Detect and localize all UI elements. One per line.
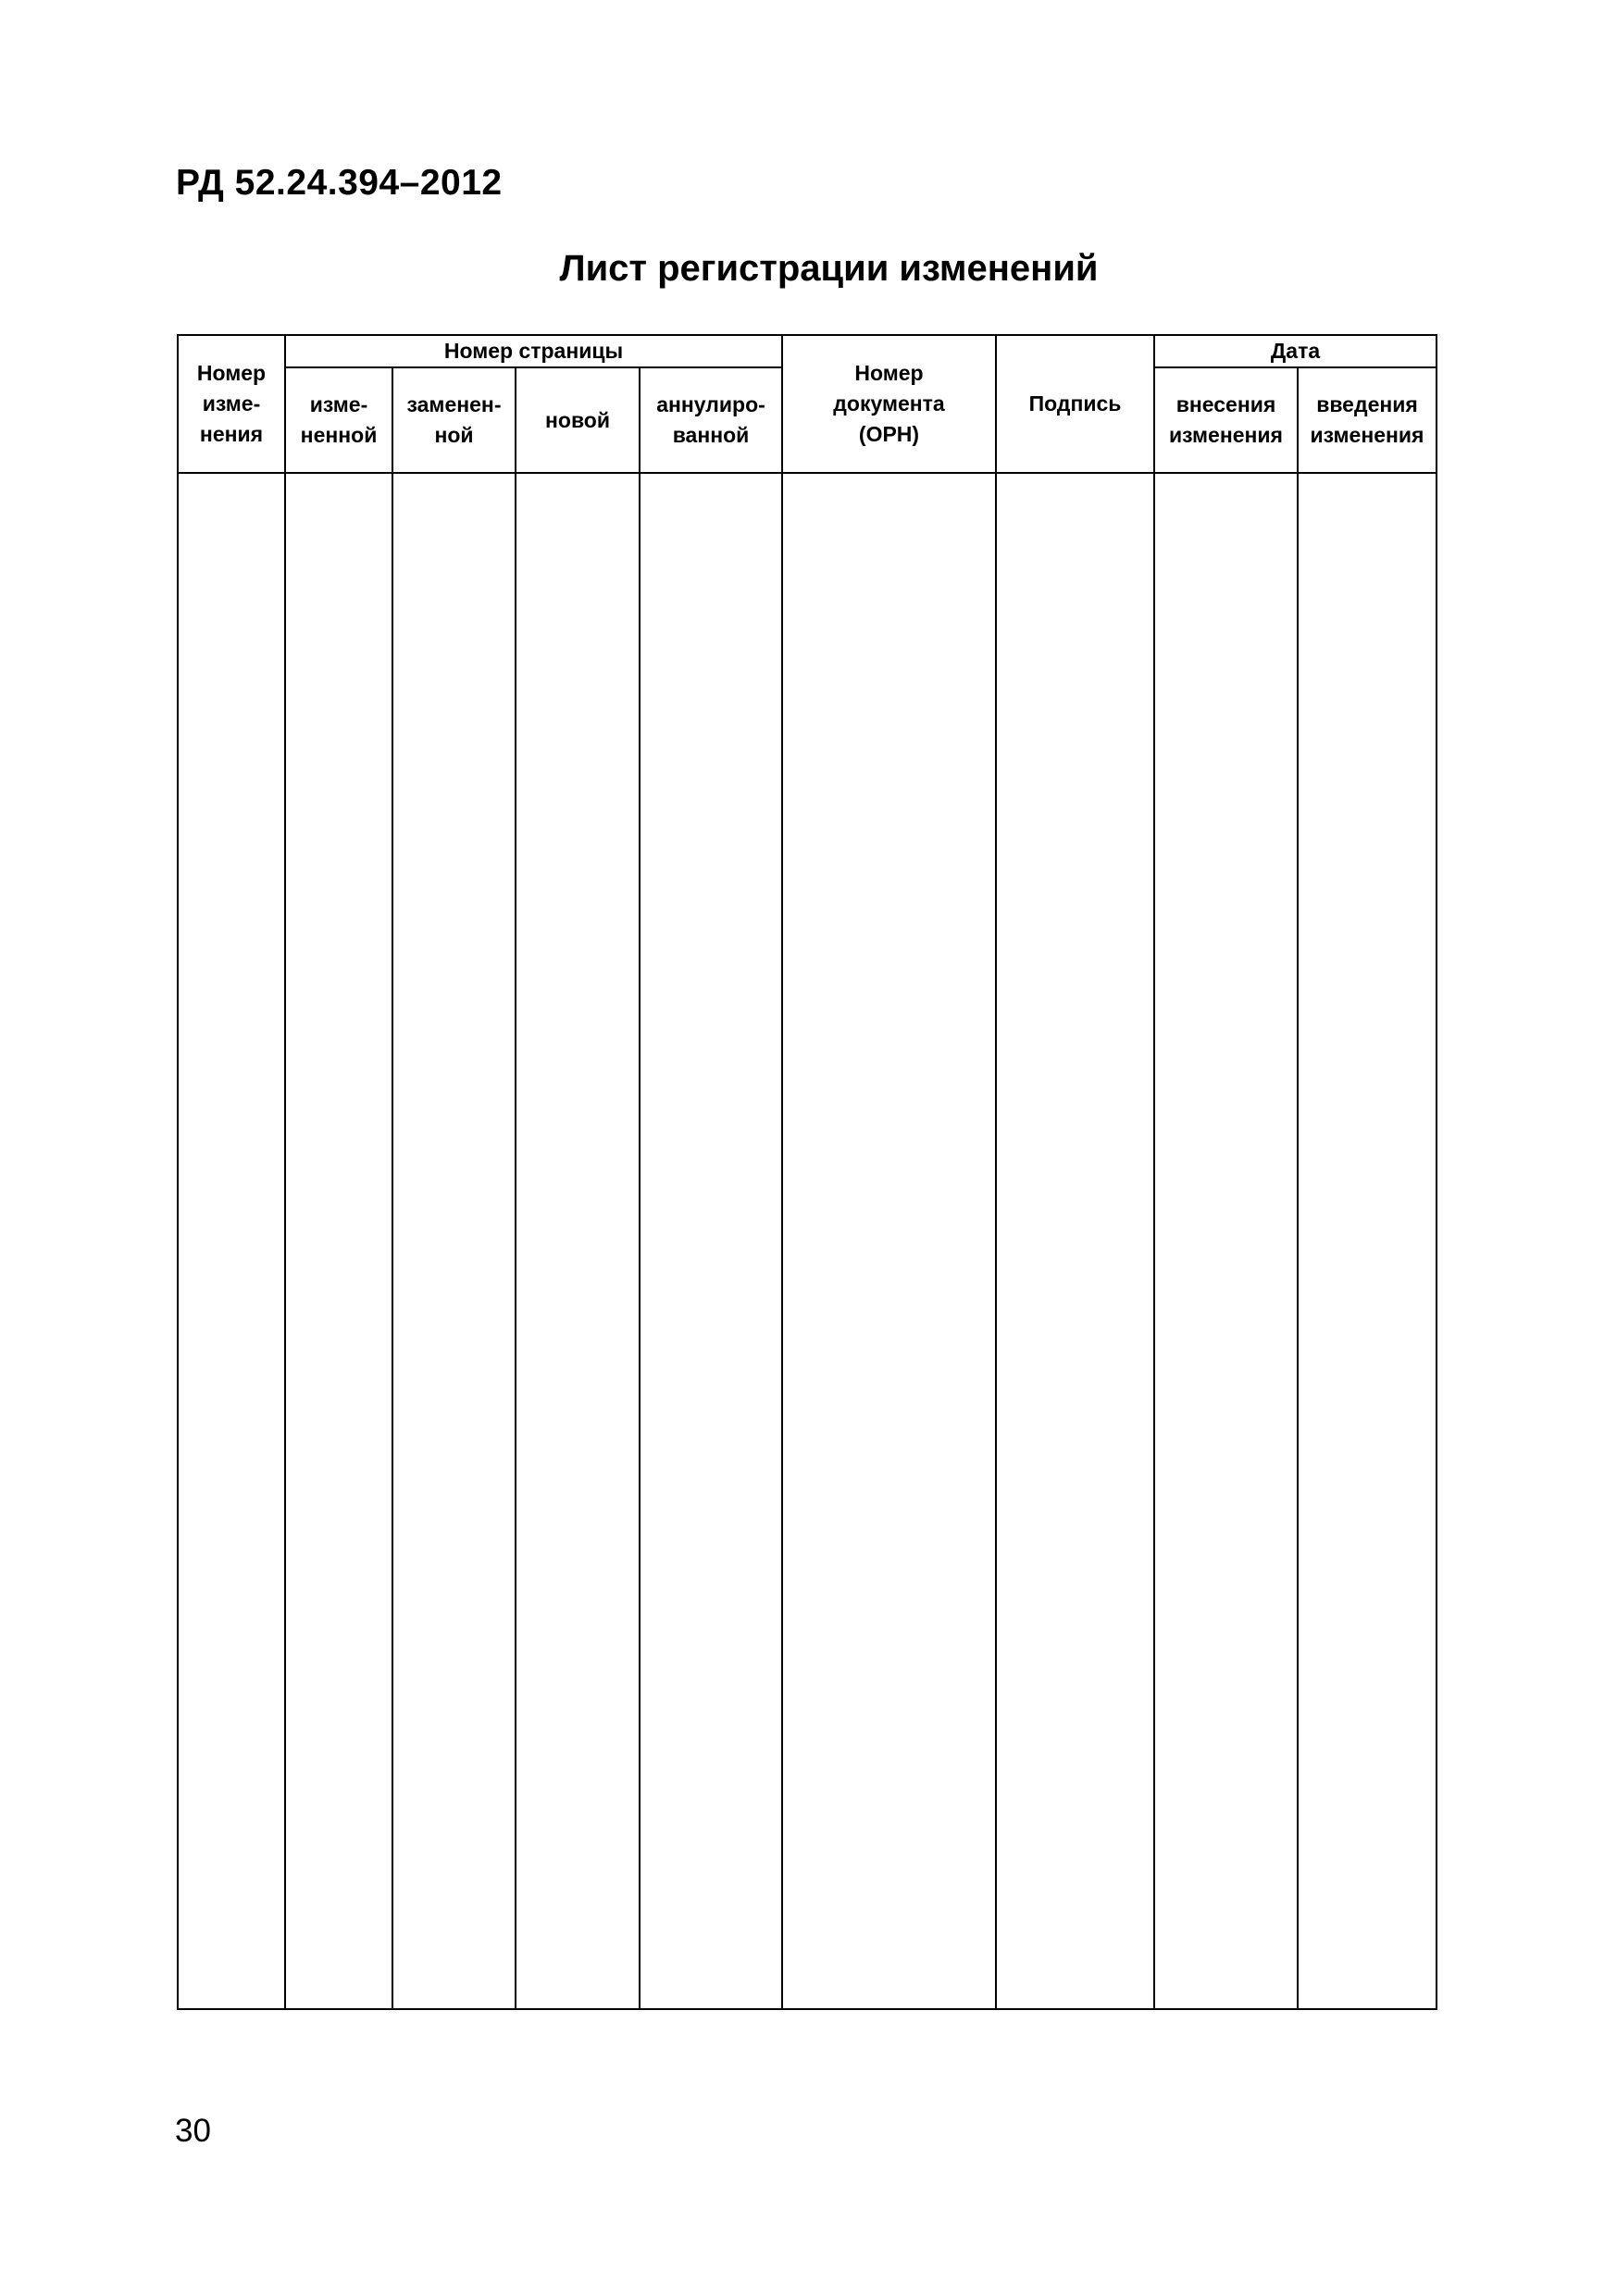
table-cell-new-page (516, 473, 640, 2009)
table-cell-annulled-page (640, 473, 782, 2009)
table-cell-document-number (782, 473, 996, 2009)
table-cell-replaced-page (392, 473, 516, 2009)
header-change-number: Номер изме- нения (178, 335, 285, 473)
page-number: 30 (175, 2113, 211, 2149)
table-cell-date-effective (1298, 473, 1437, 2009)
header-date-effective: введения изменения (1298, 367, 1437, 473)
header-signature: Подпись (996, 335, 1154, 473)
table-cell-changed-page (285, 473, 392, 2009)
document-code: РД 52.24.394–2012 (176, 163, 503, 203)
page-title: Лист регистрации изменений (559, 248, 1099, 289)
header-changed-page: изме- ненной (285, 367, 392, 473)
table-cell-change-number (178, 473, 285, 2009)
header-annulled-page: аннулиро- ванной (640, 367, 782, 473)
header-replaced-page: заменен- ной (392, 367, 516, 473)
header-date-entered: внесения изменения (1154, 367, 1298, 473)
table-row (178, 473, 1437, 2009)
table-cell-signature (996, 473, 1154, 2009)
header-date-group: Дата (1154, 335, 1437, 367)
header-page-number-group: Номер страницы (285, 335, 782, 367)
change-registration-table (177, 334, 1437, 2010)
header-new-page: новой (516, 367, 640, 473)
header-document-number: Номер документа (ОРН) (782, 335, 996, 473)
table-cell-date-entered (1154, 473, 1298, 2009)
